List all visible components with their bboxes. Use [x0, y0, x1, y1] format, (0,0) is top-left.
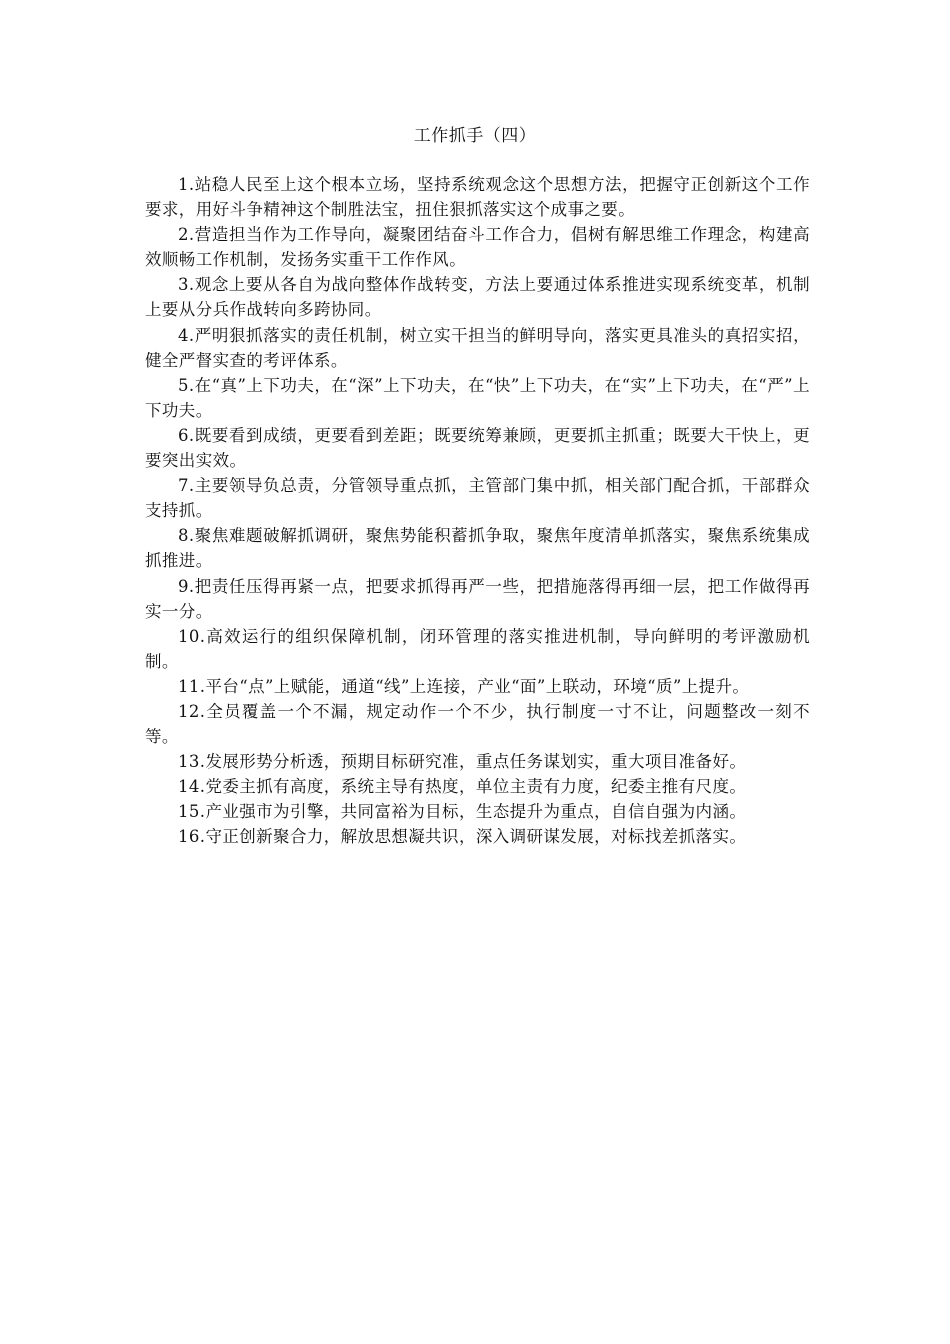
item-list [145, 172, 810, 850]
list-item-13: 13.发展形势分析透，预期目标研究准，重点任务谋划实，重大项目准备好。 [178, 752, 747, 772]
list-item-16: 16.守正创新聚合力，解放思想凝共识，深入调研谋发展，对标找差抓落实。 [178, 827, 747, 847]
list-item-2: 2.营造担当作为工作导向，凝聚团结奋斗工作合力，倡树有解思维工作理念，构建高效顺畅工作机制，发扬务实重干工作作风。 [145, 225, 810, 270]
list-item-4: 4.严明狠抓落实的责任机制，树立实干担当的鲜明导向，落实更具准头的真招实招，健全严督实查的考评体系。 [145, 325, 810, 370]
document-title: 工作抓手（四） [413, 126, 537, 146]
list-item-11: 11.平台“点”上赋能，通道“线”上连接，产业“面”上联动，环境“质”上提升。 [178, 676, 750, 696]
list-item-7: 7.主要领导负总责，分管领导重点抓，主管部门集中抓，相关部门配合抓，干部群众支持抓。 [145, 476, 810, 521]
list-item-15: 15.产业强市为引擎，共同富裕为目标，生态提升为重点，自信自强为内涵。 [178, 802, 747, 822]
list-item-14: 14.党委主抓有高度，系统主导有热度，单位主责有力度，纪委主推有尺度。 [178, 777, 747, 797]
list-item-6: 6.既要看到成绩，更要看到差距；既要统筹兼顾，更要抓主抓重；既要大干快上，更要突出实效。 [145, 425, 810, 471]
list-item-5: 5.在“真”上下功夫，在“深”上下功夫，在“快”上下功夫，在“实”上下功夫，在“严”上下功夫。 [145, 375, 810, 420]
list-item-10: 10.高效运行的组织保障机制，闭环管理的落实推进机制，导向鲜明的考评激励机制。 [145, 626, 810, 671]
list-item-3: 3.观念上要从各自为战向整体作战转变，方法上要通过体系推进实现系统变革，机制上要从分兵作战转向多跨协同。 [145, 275, 810, 320]
list-item-9: 9.把责任压得再紧一点，把要求抓得再严一些，把措施落得再细一层，把工作做得再实一分。 [145, 576, 810, 621]
list-item-8: 8.聚焦难题破解抓调研，聚焦势能积蓄抓争取，聚焦年度清单抓落实，聚焦系统集成抓推进。 [145, 526, 810, 571]
list-item-1: 1.站稳人民至上这个根本立场，坚持系统观念这个思想方法，把握守正创新这个工作要求，用好斗争精神这个制胜法宝，扭住狠抓落实这个成事之要。 [145, 175, 810, 220]
list-item-12: 12.全员覆盖一个不漏，规定动作一个不少，执行制度一寸不让，问题整改一刻不等。 [145, 701, 810, 747]
